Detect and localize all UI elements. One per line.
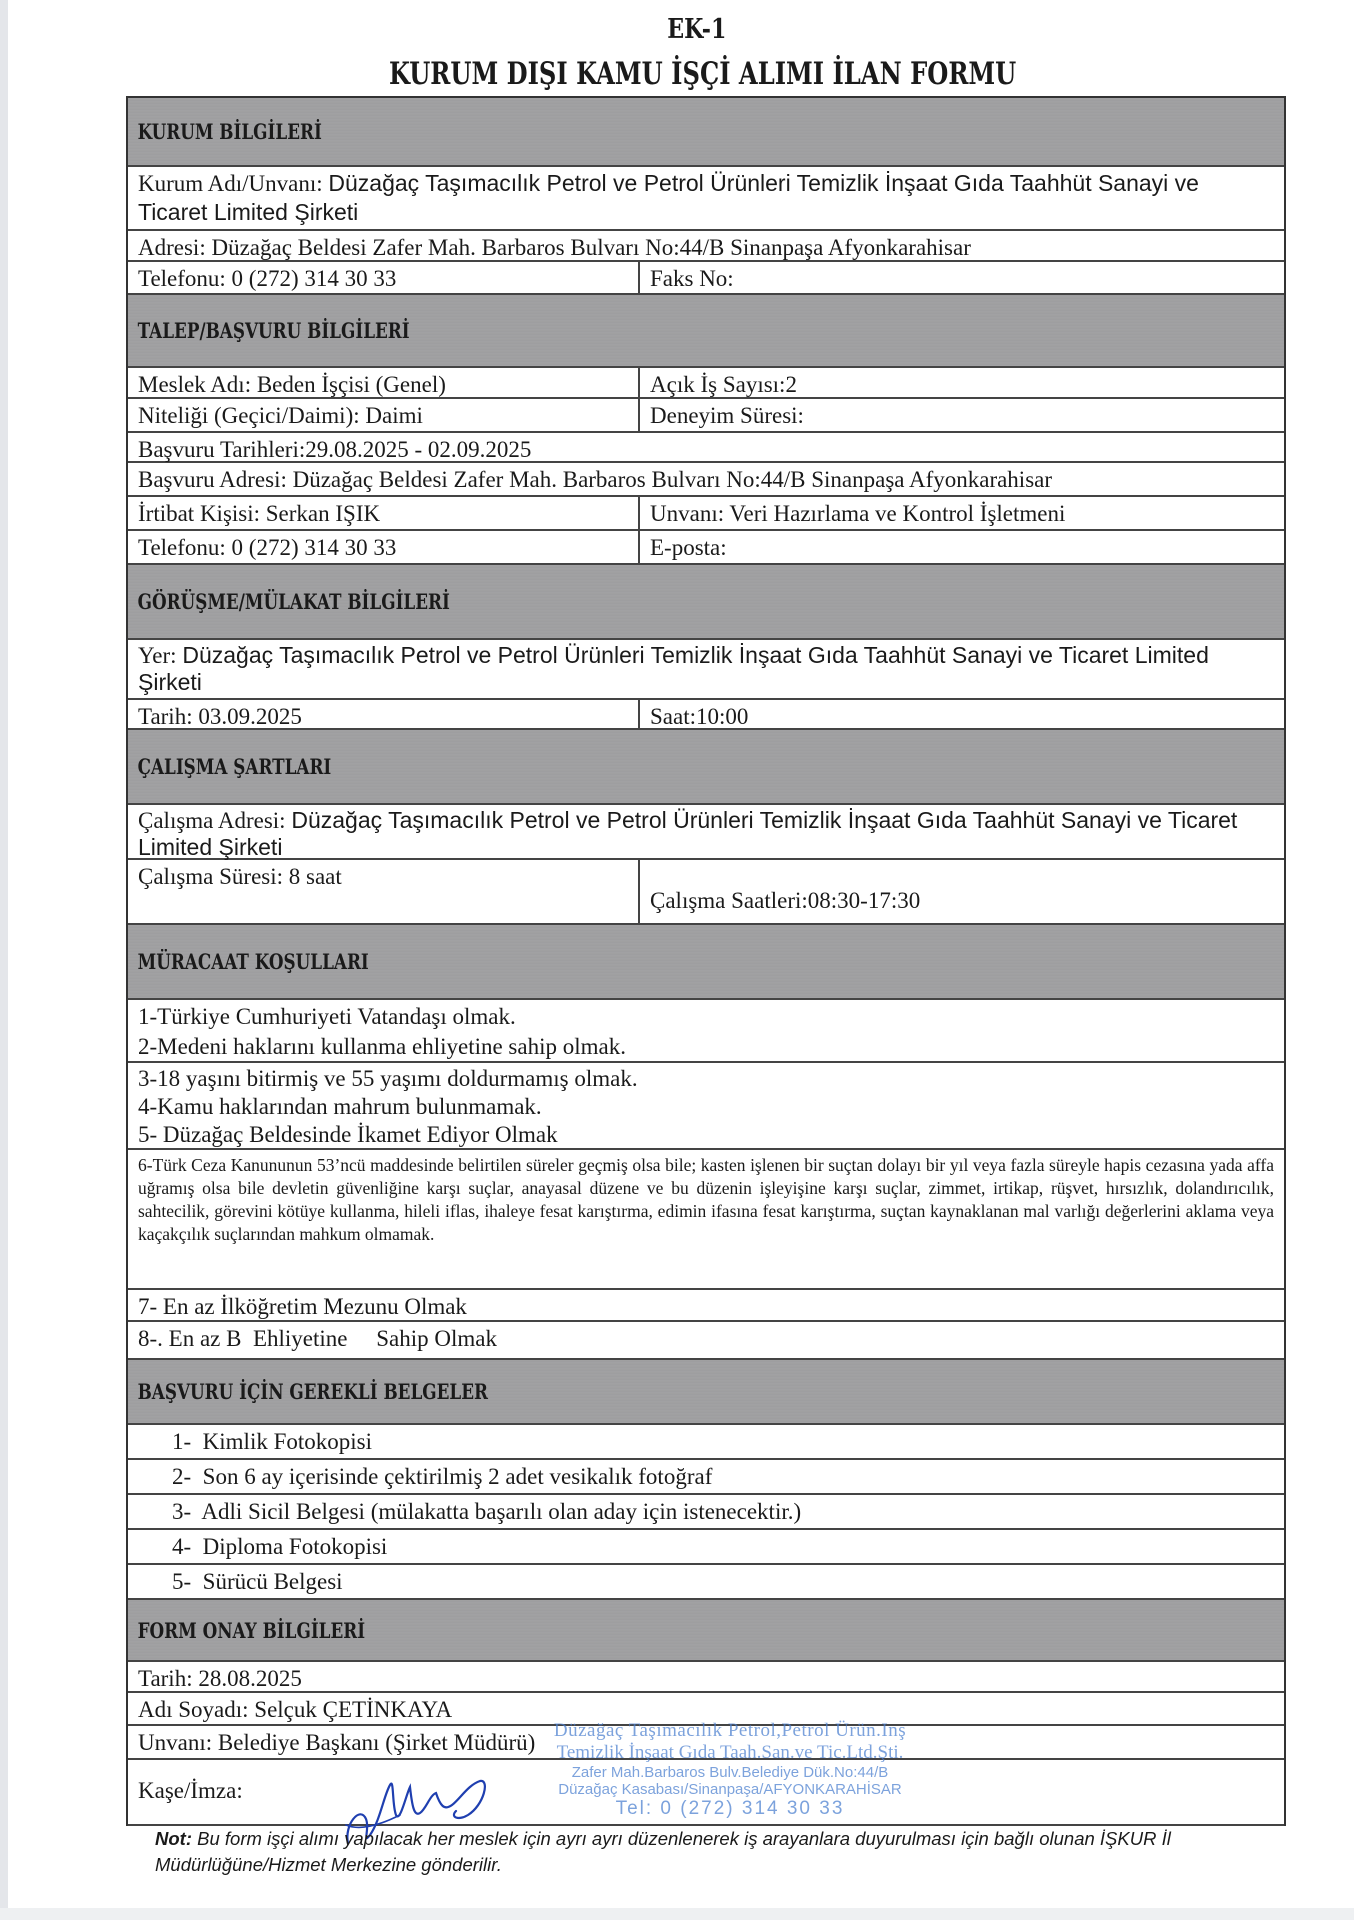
occupation: Meslek Adı: Beden İşçisi (Genel) <box>128 368 640 397</box>
form-title: KURUM DIŞI KAMU İŞÇİ ALIMI İLAN FORMU <box>389 56 1017 92</box>
approval-name-row <box>128 1693 1284 1726</box>
form-table <box>126 96 1286 1826</box>
interview-place-label: Yer: <box>138 643 177 668</box>
contact-phone: Telefonu: 0 (272) 314 30 33 <box>128 531 640 563</box>
requirement-item: 1-Türkiye Cumhuriyeti Vatandaşı olmak. <box>138 1004 516 1029</box>
work-address-cell <box>128 805 1284 858</box>
section-header-calisma <box>128 730 1284 805</box>
institution-name-value: Düzağaç Taşımacılık Petrol ve Petrol Ürünleri Temizlik İnşaat Gıda Taahhüt Sanayi ve Ticaret Limited Şirketi <box>138 170 1199 225</box>
document-row <box>128 1495 1284 1530</box>
institution-name-cell <box>128 167 1284 229</box>
application-dates-row <box>128 433 1284 463</box>
interview-place-cell <box>128 640 1284 698</box>
document-item: 1- Kimlik Fotokopisi <box>172 1429 372 1454</box>
annex-label: EK-1 <box>667 14 727 45</box>
open-positions: Açık İş Sayısı:2 <box>650 372 797 397</box>
interview-time-row <box>128 700 1284 730</box>
requirements-row-5 <box>128 1322 1284 1360</box>
requirement-item: 4-Kamu haklarından mahrum bulunmamak. <box>138 1094 542 1119</box>
section-header-gorusme <box>128 565 1284 640</box>
stamp-line: Düzağaç Taşımacılık Petrol,Petrol Ürün.Inş <box>553 1720 907 1741</box>
scan-edge <box>0 0 8 1920</box>
institution-name-label: Kurum Adı/Unvanı: <box>138 171 323 196</box>
document-item: 2- Son 6 ay içerisinde çektirilmiş 2 adet vesikalık fotoğraf <box>172 1464 713 1489</box>
work-hours: Çalışma Saatleri:08:30-17:30 <box>650 888 921 913</box>
work-duration: Çalışma Süresi: 8 saat <box>128 860 640 923</box>
section-title: GÖRÜŞME/MÜLAKAT BİLGİLERİ <box>137 589 450 614</box>
requirements-row-2 <box>128 1063 1284 1150</box>
document-item: 4- Diploma Fotokopisi <box>172 1534 388 1559</box>
institution-address: Adresi: Düzağaç Beldesi Zafer Mah. Barbaros Bulvarı No:44/B Sinanpaşa Afyonkarahisar <box>138 235 971 260</box>
section-header-onay <box>128 1600 1284 1662</box>
nature-row <box>128 399 1284 433</box>
section-title: FORM ONAY BİLGİLERİ <box>137 1617 366 1643</box>
experience: Deneyim Süresi: <box>650 403 804 428</box>
requirement-item: 7- En az İlköğretim Mezunu Olmak <box>138 1294 467 1319</box>
approval-date-row <box>128 1662 1284 1693</box>
footnote-label: Not: <box>155 1828 192 1849</box>
occupation-row <box>128 368 1284 399</box>
interview-time: Saat:10:00 <box>650 704 749 729</box>
footnote-text: Bu form işçi alımı yapılacak her meslek için ayrı ayrı düzenlenerek iş arayanlara duyurulması için bağlı olunan İŞKUR İl Müdürlüğüne/Hizmet Merkezine gönderilir. <box>155 1828 1171 1875</box>
requirement-item: 3-18 yaşını bitirmiş ve 55 yaşımı doldurmamış olmak. <box>138 1066 638 1091</box>
stamp-line: Zafer Mah.Barbaros Bulv.Belediye Dük.No:44/B <box>571 1764 889 1781</box>
stamp-line: Düzağaç Kasabası/Sinanpaşa/AFYONKARAHİSAR <box>558 1781 902 1798</box>
approval-date: Tarih: 28.08.2025 <box>138 1666 302 1691</box>
requirement-item: 8-. En az B Ehliyetine Sahip Olmak <box>138 1326 497 1351</box>
section-title: MÜRACAAT KOŞULLARI <box>137 949 369 974</box>
requirement-item: 2-Medeni haklarını kullanma ehliyetine sahip olmak. <box>138 1034 626 1059</box>
application-dates: Başvuru Tarihleri:29.08.2025 - 02.09.2025 <box>138 437 532 462</box>
approval-title: Unvanı: Belediye Başkanı (Şirket Müdürü) <box>138 1730 536 1755</box>
work-address-value: Düzağaç Taşımacılık Petrol ve Petrol Ürünleri Temizlik İnşaat Gıda Taahhüt Sanayi ve Ticaret Limited Şirketi <box>138 807 1238 860</box>
contact-person-row <box>128 497 1284 531</box>
seal-signature-label: Kaşe/İmza: <box>138 1778 243 1803</box>
contact-email: E-posta: <box>650 535 727 560</box>
section-title: ÇALIŞMA ŞARTLARI <box>137 754 332 779</box>
approval-title-row <box>128 1726 1284 1760</box>
institution-address-row <box>128 231 1284 262</box>
work-address-label: Çalışma Adresi: <box>138 808 286 833</box>
document-row <box>128 1425 1284 1460</box>
interview-place-value: Düzağaç Taşımacılık Petrol ve Petrol Ürünleri Temizlik İnşaat Gıda Taahhüt Sanayi ve Ticaret Limited Şirketi <box>138 642 1209 695</box>
job-nature: Niteliği (Geçici/Daimi): Daimi <box>128 399 640 431</box>
institution-phone: Telefonu: 0 (272) 314 30 33 <box>128 262 640 293</box>
section-title: KURUM BİLGİLERİ <box>137 119 322 144</box>
approval-name: Adı Soyadı: Selçuk ÇETİNKAYA <box>138 1697 453 1722</box>
stamp-line: Tel: 0 (272) 314 30 33 <box>615 1798 845 1819</box>
application-address: Başvuru Adresi: Düzağaç Beldesi Zafer Mah. Barbaros Bulvarı No:44/B Sinanpaşa Afyonkarahisar <box>138 467 1053 492</box>
work-address-row <box>128 805 1284 860</box>
institution-contact-row <box>128 262 1284 295</box>
document-row <box>128 1565 1284 1600</box>
institution-fax: Faks No: <box>650 266 734 291</box>
section-header-muracaat <box>128 925 1284 1000</box>
requirement-item: 5- Düzağaç Beldesinde İkamet Ediyor Olmak <box>138 1122 558 1147</box>
application-address-row <box>128 463 1284 497</box>
document-item: 3- Adli Sicil Belgesi (mülakatta başarılı olan aday için istenecektir.) <box>172 1499 802 1524</box>
interview-place-row <box>128 640 1284 700</box>
requirements-cell <box>128 1063 1284 1148</box>
requirement-item-legal: 6-Türk Ceza Kanununun 53’ncü maddesinde belirtilen süreler geçmiş olsa bile; kasten işlenen bir suçtan dolayı bir yıl veya fazla süreyle hapis cezasına yada affa uğramış olsa bile devletin güvenliğine karşı suçlar, anayasal düzene ve bu düzenin işleyişine karşı suçlar, zimmet, irtikap, rüşvet, hırsızlık, dolandırıcılık, sahtecilik, görevini kötüye kullanma, hileli iflas, ihaleye fesat karıştırma, edimin ifasına fesat karıştırma, suçtan kaynaklanan mal varlığı değerlerini aklama veya kaçakçılık suçlarından mahkum olmamak. <box>138 1155 1274 1244</box>
stamp-line: Temizlik İnşaat Gıda Taah.San.ve Tic.Ltd.Şti. <box>556 1742 904 1763</box>
section-header-belgeler <box>128 1360 1284 1425</box>
section-title: BAŞVURU İÇİN GEREKLİ BELGELER <box>137 1379 488 1404</box>
contact-person: İrtibat Kişisi: Serkan IŞIK <box>128 497 640 529</box>
document-row <box>128 1530 1284 1565</box>
scan-edge <box>0 1908 1354 1920</box>
requirements-row-1 <box>128 1000 1284 1063</box>
institution-name-row <box>128 167 1284 231</box>
requirements-row-4 <box>128 1290 1284 1322</box>
requirements-cell <box>128 1000 1284 1061</box>
work-hours-row <box>128 860 1284 925</box>
interview-date: Tarih: 03.09.2025 <box>128 700 640 728</box>
contact-phone-row <box>128 531 1284 565</box>
requirements-row-3 <box>128 1150 1284 1290</box>
contact-title: Unvanı: Veri Hazırlama ve Kontrol İşletmeni <box>650 501 1066 526</box>
footnote <box>155 1826 1295 1878</box>
document-item: 5- Sürücü Belgesi <box>172 1569 343 1594</box>
document-row <box>128 1460 1284 1495</box>
section-title: TALEP/BAŞVURU BİLGİLERİ <box>137 318 410 343</box>
section-header-kurum <box>128 96 1284 167</box>
section-header-talep <box>128 295 1284 368</box>
approval-signature-row <box>128 1760 1284 1826</box>
